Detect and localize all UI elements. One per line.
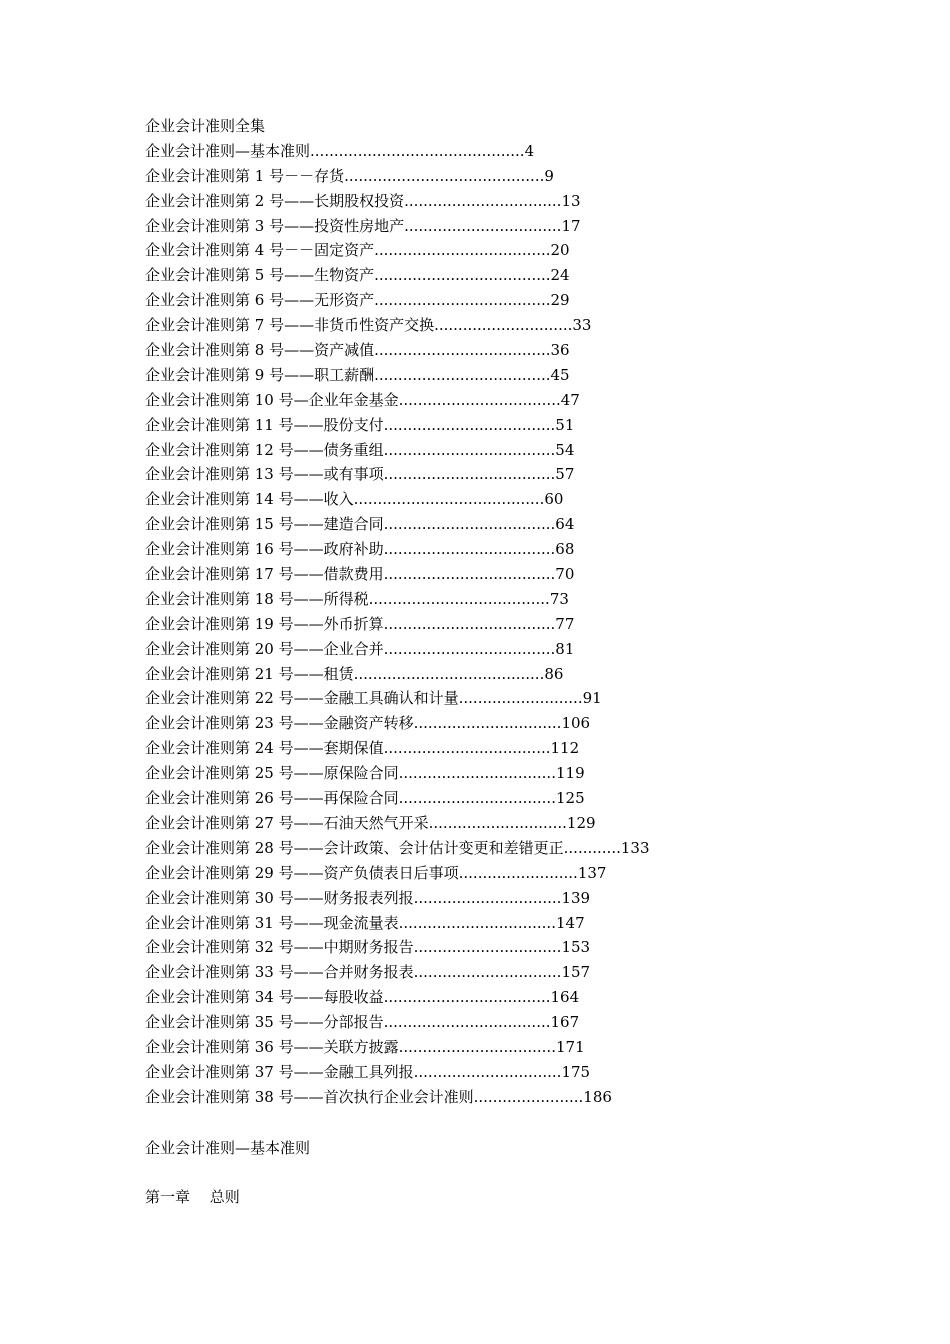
toc-entry-leader: .................................... bbox=[383, 565, 556, 584]
toc-entry-label: 企业会计准则第 21 号——租赁 bbox=[145, 664, 354, 683]
toc-entry-label: 企业会计准则第 36 号——关联方披露 bbox=[145, 1037, 399, 1056]
toc-entry-page-number: 13 bbox=[561, 191, 581, 210]
toc-entry-leader: .................................. bbox=[398, 390, 561, 409]
toc-entry[interactable] bbox=[145, 512, 845, 537]
toc-entry-page-number: 60 bbox=[544, 490, 564, 509]
toc-entry-page-number: 129 bbox=[566, 813, 596, 832]
toc-entry[interactable] bbox=[145, 139, 845, 164]
toc-entry-page-number: 24 bbox=[550, 266, 570, 285]
toc-entry-page-number: 64 bbox=[555, 515, 575, 534]
toc-entry[interactable] bbox=[145, 886, 845, 911]
toc-entry[interactable] bbox=[145, 836, 845, 861]
toc-entry-label: 企业会计准则第 9 号——职工薪酬 bbox=[145, 365, 375, 384]
toc-entry[interactable] bbox=[145, 985, 845, 1010]
toc-entry[interactable] bbox=[145, 786, 845, 811]
toc-entry-page-number: 147 bbox=[555, 913, 585, 932]
toc-entry-page-number: 171 bbox=[555, 1037, 585, 1056]
toc-entry-page-number: 4 bbox=[524, 141, 535, 160]
toc-entry-page-number: 9 bbox=[544, 166, 554, 185]
toc-entry[interactable] bbox=[145, 413, 845, 438]
toc-entry[interactable] bbox=[145, 861, 845, 886]
toc-entry-page-number: 186 bbox=[583, 1087, 612, 1106]
toc-entry-leader: ............................................. bbox=[310, 141, 525, 160]
toc-entry-leader: ..................................... bbox=[374, 341, 551, 360]
toc-entry-page-number: 167 bbox=[550, 1013, 580, 1032]
toc-entry-leader: ................................. bbox=[404, 191, 562, 210]
toc-entry-page-number: 57 bbox=[555, 465, 575, 484]
toc-entry[interactable] bbox=[145, 238, 845, 263]
toc-entry-leader: ............................... bbox=[413, 938, 562, 957]
toc-entry[interactable] bbox=[145, 263, 845, 288]
toc-entry[interactable] bbox=[145, 1035, 845, 1060]
toc-entry-page-number: 112 bbox=[550, 739, 580, 758]
toc-entry-label: 企业会计准则第 20 号——企业合并 bbox=[145, 639, 384, 658]
toc-entry-label: 企业会计准则第 34 号——每股收益 bbox=[145, 988, 384, 1007]
toc-entry-label: 企业会计准则第 33 号——合并财务报表 bbox=[145, 963, 414, 982]
toc-entry[interactable] bbox=[145, 612, 845, 637]
toc-entry-leader: ................................... bbox=[383, 988, 551, 1007]
toc-entry-label: 企业会计准则第 1 号－－存货 bbox=[145, 166, 345, 185]
toc-entry-page-number: 77 bbox=[555, 614, 575, 633]
toc-entry-leader: .................................... bbox=[383, 540, 556, 559]
toc-entry-label: 企业会计准则第 6 号——无形资产 bbox=[145, 291, 375, 310]
toc-entry-leader: ............................... bbox=[413, 888, 562, 907]
toc-entry-leader: ................................. bbox=[398, 913, 556, 932]
toc-entry-leader: ..................................... bbox=[374, 266, 551, 285]
toc-list bbox=[145, 139, 845, 1110]
toc-entry-leader: ............................... bbox=[413, 963, 562, 982]
toc-entry-leader: ................................... bbox=[383, 1013, 551, 1032]
toc-entry[interactable] bbox=[145, 288, 845, 313]
toc-entry-page-number: 175 bbox=[561, 1062, 591, 1081]
toc-entry-label: 企业会计准则第 16 号——政府补助 bbox=[145, 540, 384, 559]
table-of-contents bbox=[145, 114, 845, 1110]
toc-entry-page-number: 33 bbox=[572, 316, 592, 335]
toc-entry[interactable] bbox=[145, 686, 845, 711]
toc-entry-label: 企业会计准则第 19 号——外币折算 bbox=[145, 614, 384, 633]
toc-entry-leader: ............ bbox=[563, 838, 621, 857]
toc-entry[interactable] bbox=[145, 911, 845, 936]
toc-entry[interactable] bbox=[145, 637, 845, 662]
toc-entry-page-number: 164 bbox=[550, 988, 580, 1007]
toc-entry-label: 企业会计准则第 7 号——非货币性资产交换 bbox=[145, 316, 435, 335]
toc-entry-label: 企业会计准则第 37 号——金融工具列报 bbox=[145, 1062, 414, 1081]
toc-entry-page-number: 137 bbox=[577, 863, 607, 882]
toc-entry-label: 企业会计准则第 17 号——借款费用 bbox=[145, 565, 384, 584]
toc-entry-label: 企业会计准则第 28 号——会计政策、会计估计变更和差错更正 bbox=[145, 838, 564, 857]
toc-entry-label: 企业会计准则第 13 号——或有事项 bbox=[145, 465, 384, 484]
toc-entry-label: 企业会计准则第 10 号—企业年金基金 bbox=[145, 390, 399, 409]
toc-entry-page-number: 51 bbox=[555, 415, 575, 434]
toc-entry-page-number: 119 bbox=[555, 764, 585, 783]
toc-entry-label: 企业会计准则第 38 号——首次执行企业会计准则 bbox=[145, 1087, 474, 1106]
toc-entry-leader: ................................. bbox=[398, 789, 556, 808]
toc-entry-leader: ................................. bbox=[404, 216, 562, 235]
toc-entry-leader: .................................... bbox=[383, 415, 556, 434]
toc-entry-page-number: 133 bbox=[620, 838, 650, 857]
toc-entry[interactable] bbox=[145, 587, 845, 612]
toc-entry-label: 企业会计准则第 11 号——股份支付 bbox=[145, 415, 384, 434]
toc-entry-label: 企业会计准则第 14 号——收入 bbox=[145, 490, 354, 509]
toc-entry[interactable] bbox=[145, 761, 845, 786]
toc-entry-label: 企业会计准则第 26 号——再保险合同 bbox=[145, 789, 399, 808]
toc-entry-page-number: 125 bbox=[555, 789, 585, 808]
toc-entry-leader: ................................... bbox=[383, 739, 551, 758]
toc-entry-label: 企业会计准则第 32 号——中期财务报告 bbox=[145, 938, 414, 957]
toc-entry-leader: .................................... bbox=[383, 440, 556, 459]
toc-entry-leader: ............................... bbox=[413, 714, 562, 733]
toc-entry[interactable] bbox=[145, 164, 845, 189]
toc-entry-label: 企业会计准则第 31 号——现金流量表 bbox=[145, 913, 399, 932]
toc-entry[interactable] bbox=[145, 363, 845, 388]
toc-entry-label: 企业会计准则第 29 号——资产负债表日后事项 bbox=[145, 863, 459, 882]
section-heading: 企业会计准则—基本准则 bbox=[145, 1139, 311, 1157]
toc-entry[interactable] bbox=[145, 487, 845, 512]
toc-entry[interactable] bbox=[145, 1010, 845, 1035]
toc-entry-page-number: 54 bbox=[555, 440, 575, 459]
toc-entry[interactable] bbox=[145, 537, 845, 562]
toc-entry-label: 企业会计准则第 18 号——所得税 bbox=[145, 589, 369, 608]
toc-entry-leader: ............................. bbox=[434, 316, 573, 335]
toc-entry-leader: ..................................... bbox=[374, 291, 551, 310]
toc-entry-label: 企业会计准则第 23 号——金融资产转移 bbox=[145, 714, 414, 733]
toc-entry[interactable] bbox=[145, 1060, 845, 1085]
toc-entry-label: 企业会计准则第 8 号——资产减值 bbox=[145, 341, 375, 360]
toc-entry-leader: ..................................... bbox=[374, 365, 551, 384]
toc-entry[interactable] bbox=[145, 189, 845, 214]
toc-entry-leader: ......................... bbox=[458, 863, 578, 882]
chapter-heading: 第一章 总则 bbox=[145, 1188, 240, 1206]
toc-entry-page-number: 47 bbox=[560, 390, 580, 409]
toc-entry[interactable] bbox=[145, 388, 845, 413]
toc-entry[interactable] bbox=[145, 214, 845, 239]
toc-entry-leader: .......................................... bbox=[344, 166, 545, 185]
toc-entry-page-number: 91 bbox=[582, 689, 602, 708]
toc-entry-page-number: 17 bbox=[561, 216, 581, 235]
toc-entry-label: 企业会计准则第 24 号——套期保值 bbox=[145, 739, 384, 758]
toc-entry[interactable] bbox=[145, 338, 845, 363]
toc-entry-label: 企业会计准则第 4 号－－固定资产 bbox=[145, 241, 375, 260]
toc-entry-label: 企业会计准则第 27 号——石油天然气开采 bbox=[145, 813, 429, 832]
toc-entry-label: 企业会计准则第 15 号——建造合同 bbox=[145, 515, 384, 534]
toc-entry[interactable] bbox=[145, 1085, 845, 1110]
toc-entry-page-number: 20 bbox=[550, 241, 570, 260]
toc-entry-leader: ............................. bbox=[428, 813, 567, 832]
document-title: 企业会计准则全集 bbox=[145, 117, 266, 135]
toc-entry-label: 企业会计准则第 22 号——金融工具确认和计量 bbox=[145, 689, 459, 708]
toc-entry-label: 企业会计准则第 30 号——财务报表列报 bbox=[145, 888, 414, 907]
toc-entry-leader: ...................................... bbox=[368, 589, 550, 608]
toc-entry-page-number: 157 bbox=[561, 963, 591, 982]
toc-entry-page-number: 86 bbox=[544, 664, 564, 683]
toc-entry-leader: .................................... bbox=[383, 465, 556, 484]
toc-entry-label: 企业会计准则第 5 号——生物资产 bbox=[145, 266, 375, 285]
toc-entry-leader: .................................... bbox=[383, 614, 556, 633]
toc-entry-leader: ..................................... bbox=[374, 241, 551, 260]
toc-entry[interactable] bbox=[145, 313, 845, 338]
toc-entry-page-number: 139 bbox=[561, 888, 591, 907]
toc-entry-label: 企业会计准则—基本准则 bbox=[145, 141, 311, 160]
toc-entry[interactable] bbox=[145, 736, 845, 761]
toc-entry-label: 企业会计准则第 3 号——投资性房地产 bbox=[145, 216, 405, 235]
toc-entry-page-number: 36 bbox=[550, 341, 570, 360]
toc-entry-leader: ................................. bbox=[398, 1037, 556, 1056]
toc-entry[interactable] bbox=[145, 662, 845, 687]
toc-entry[interactable] bbox=[145, 711, 845, 736]
toc-entry[interactable] bbox=[145, 562, 845, 587]
toc-entry-label: 企业会计准则第 2 号——长期股权投资 bbox=[145, 191, 405, 210]
toc-entry-leader: .................................... bbox=[383, 639, 556, 658]
toc-entry-page-number: 70 bbox=[555, 565, 575, 584]
toc-entry-label: 企业会计准则第 12 号——债务重组 bbox=[145, 440, 384, 459]
toc-entry-leader: ........................................ bbox=[353, 664, 545, 683]
toc-entry-page-number: 81 bbox=[555, 639, 575, 658]
toc-entry-leader: .................................... bbox=[383, 515, 556, 534]
toc-entry-leader: ........................................ bbox=[353, 490, 545, 509]
toc-entry-page-number: 153 bbox=[561, 938, 591, 957]
toc-entry-leader: ....................... bbox=[473, 1087, 584, 1106]
toc-entry[interactable] bbox=[145, 960, 845, 985]
toc-entry-page-number: 68 bbox=[555, 540, 575, 559]
toc-entry-page-number: 73 bbox=[549, 589, 569, 608]
toc-entry-page-number: 29 bbox=[550, 291, 570, 310]
toc-entry-leader: .......................... bbox=[458, 689, 583, 708]
toc-entry-leader: ............................... bbox=[413, 1062, 562, 1081]
toc-entry[interactable] bbox=[145, 438, 845, 463]
toc-entry-leader: ................................. bbox=[398, 764, 556, 783]
toc-entry-page-number: 106 bbox=[561, 714, 591, 733]
toc-entry-label: 企业会计准则第 35 号——分部报告 bbox=[145, 1013, 384, 1032]
toc-entry-page-number: 45 bbox=[550, 365, 570, 384]
toc-entry[interactable] bbox=[145, 811, 845, 836]
toc-entry[interactable] bbox=[145, 462, 845, 487]
toc-entry[interactable] bbox=[145, 935, 845, 960]
toc-entry-label: 企业会计准则第 25 号——原保险合同 bbox=[145, 764, 399, 783]
